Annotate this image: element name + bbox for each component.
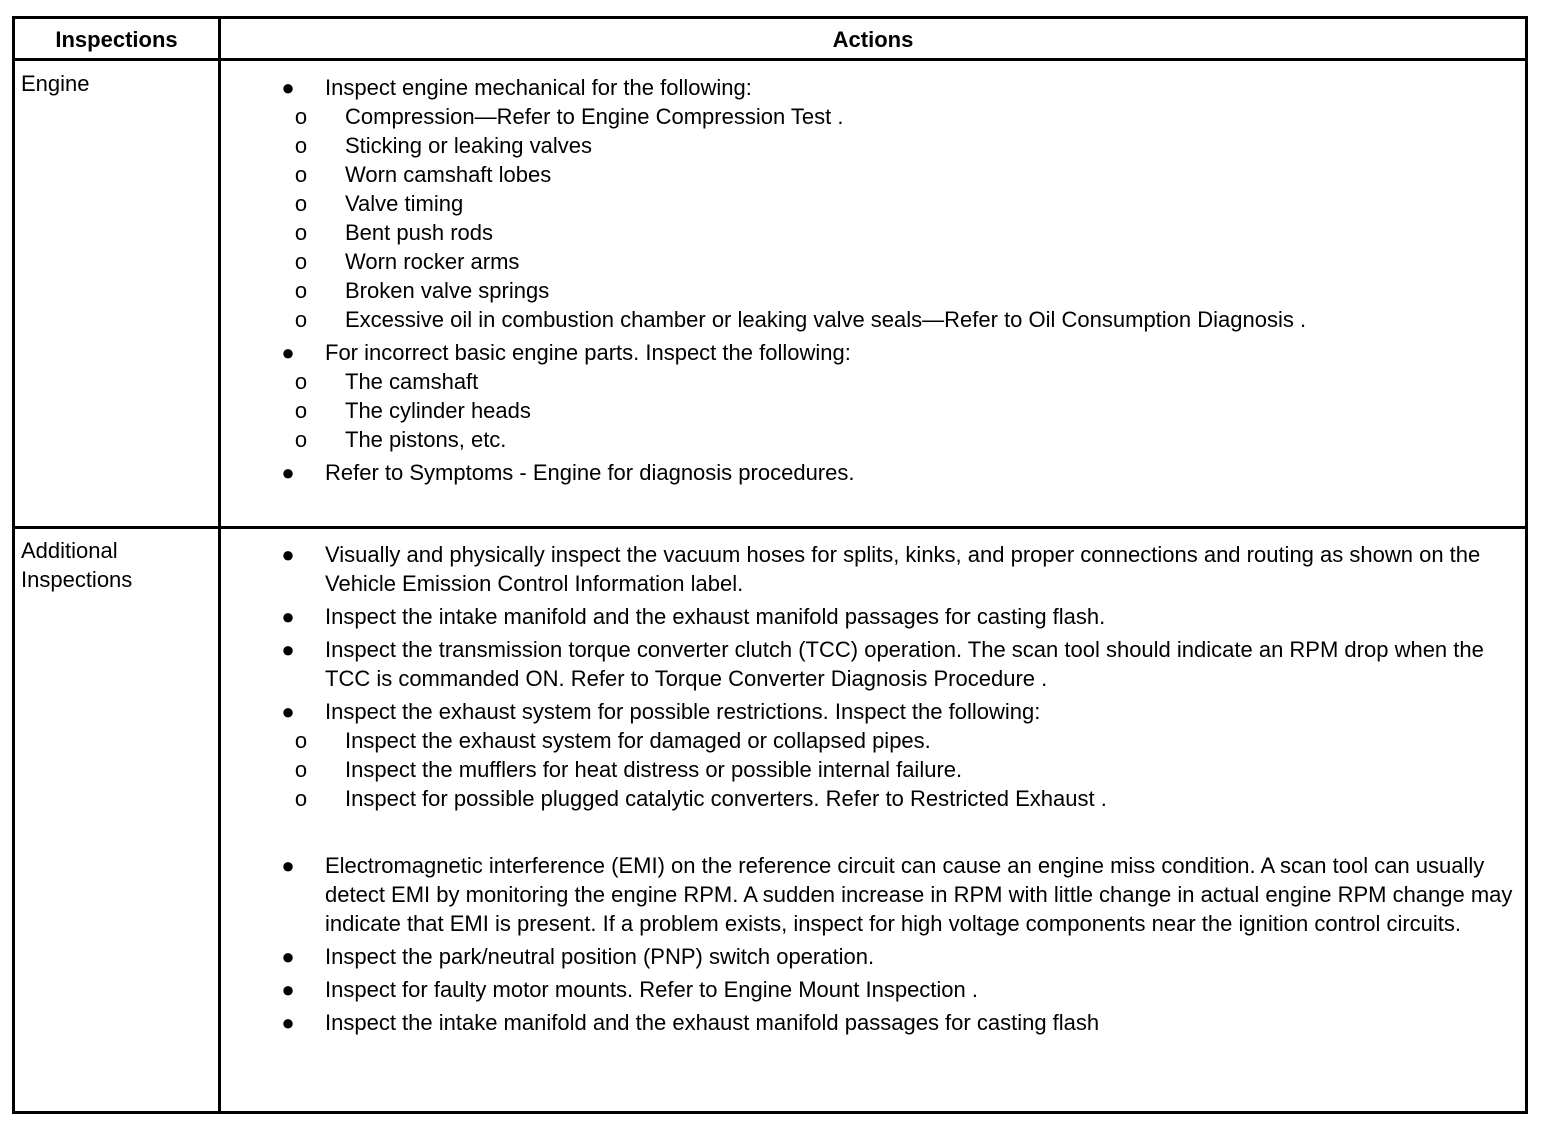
category-engine: Engine bbox=[21, 71, 90, 96]
inspection-table bbox=[12, 16, 1528, 1114]
bullet-icon: ● bbox=[281, 637, 295, 662]
sub-bullet-icon: o bbox=[294, 786, 308, 811]
sub-item-text: Worn camshaft lobes bbox=[345, 162, 552, 187]
sub-list-item bbox=[245, 218, 1523, 247]
sub-item-text: The pistons, etc. bbox=[345, 427, 507, 452]
sub-list-item bbox=[245, 276, 1523, 305]
item-text: Inspect the park/neutral position (PNP) switch operation. bbox=[325, 944, 875, 969]
sub-list-item bbox=[245, 160, 1523, 189]
category-additional-inspections: Additional Inspections bbox=[21, 538, 133, 592]
list-item bbox=[245, 851, 1523, 938]
sub-bullet-icon: o bbox=[294, 728, 308, 753]
sub-item-text: The cylinder heads bbox=[345, 398, 531, 423]
sub-item-text: Bent push rods bbox=[345, 220, 493, 245]
sub-list-item bbox=[245, 247, 1523, 276]
bullet-icon: ● bbox=[281, 75, 295, 100]
sub-item-text: Valve timing bbox=[345, 191, 464, 216]
sub-list-item bbox=[245, 189, 1523, 218]
header-actions: Actions bbox=[832, 27, 914, 52]
list-item bbox=[245, 602, 1523, 631]
additional-actions bbox=[245, 540, 1523, 1041]
row-divider bbox=[15, 526, 1525, 529]
item-text: For incorrect basic engine parts. Inspect the following: bbox=[325, 340, 851, 365]
bullet-icon: ● bbox=[281, 699, 295, 724]
sub-bullet-icon: o bbox=[294, 307, 308, 332]
sub-bullet-icon: o bbox=[294, 278, 308, 303]
bullet-icon: ● bbox=[281, 944, 295, 969]
sub-list-item bbox=[245, 396, 1523, 425]
sub-list-item bbox=[245, 131, 1523, 160]
sub-list-item bbox=[245, 726, 1523, 755]
bullet-icon: ● bbox=[281, 977, 295, 1002]
sub-bullet-icon: o bbox=[294, 427, 308, 452]
sub-list-item bbox=[245, 305, 1523, 334]
list-item bbox=[245, 458, 1523, 487]
sub-bullet-icon: o bbox=[294, 162, 308, 187]
sub-bullet-icon: o bbox=[294, 133, 308, 158]
sub-item-text: Broken valve springs bbox=[345, 278, 550, 303]
bullet-icon: ● bbox=[281, 460, 295, 485]
sub-bullet-icon: o bbox=[294, 104, 308, 129]
sub-bullet-icon: o bbox=[294, 757, 308, 782]
list-item bbox=[245, 540, 1523, 598]
sub-item-text: Inspect the exhaust system for damaged or collapsed pipes. bbox=[345, 728, 931, 753]
sub-item-text: Inspect the mufflers for heat distress or possible internal failure. bbox=[345, 757, 963, 782]
sub-list-item bbox=[245, 102, 1523, 131]
sub-item-text: Worn rocker arms bbox=[345, 249, 520, 274]
column-divider bbox=[218, 19, 221, 1111]
bullet-icon: ● bbox=[281, 853, 295, 878]
list-item bbox=[245, 338, 1523, 454]
header-divider bbox=[15, 58, 1525, 61]
engine-actions bbox=[245, 73, 1523, 491]
sub-bullet-icon: o bbox=[294, 398, 308, 423]
bullet-icon: ● bbox=[281, 604, 295, 629]
sub-item-text: Compression—Refer to Engine Compression Test . bbox=[345, 104, 844, 129]
sub-list-item bbox=[245, 367, 1523, 396]
bullet-icon: ● bbox=[281, 340, 295, 365]
sub-list-item bbox=[245, 755, 1523, 784]
item-text: Inspect engine mechanical for the following: bbox=[325, 75, 752, 100]
list-item bbox=[245, 942, 1523, 971]
list-item bbox=[245, 1008, 1523, 1037]
item-text: Inspect the intake manifold and the exhaust manifold passages for casting flash bbox=[325, 1010, 1100, 1035]
sub-list-item bbox=[245, 425, 1523, 454]
list-item bbox=[245, 73, 1523, 334]
sub-bullet-icon: o bbox=[294, 369, 308, 394]
sub-bullet-icon: o bbox=[294, 220, 308, 245]
bullet-icon: ● bbox=[281, 542, 295, 567]
sub-item-text: Excessive oil in combustion chamber or leaking valve seals—Refer to Oil Consumption Diagnosis . bbox=[345, 307, 1307, 332]
item-text: Inspect the intake manifold and the exhaust manifold passages for casting flash. bbox=[325, 604, 1106, 629]
item-text: Electromagnetic interference (EMI) on the reference circuit can cause an engine miss condition. A scan tool can usually detect EMI by monitoring the engine RPM. A sudden increase in RPM with little change in actual engine RPM change may indicate that EMI is present. If a problem exists, inspect for high voltage components near the ignition control circuits. bbox=[325, 853, 1513, 936]
item-text: Refer to Symptoms - Engine for diagnosis procedures. bbox=[325, 460, 855, 485]
bullet-icon: ● bbox=[281, 1010, 295, 1035]
sub-item-text: The camshaft bbox=[345, 369, 479, 394]
item-text: Inspect the exhaust system for possible restrictions. Inspect the following: bbox=[325, 699, 1041, 724]
list-item bbox=[245, 975, 1523, 1004]
item-text: Inspect the transmission torque converter clutch (TCC) operation. The scan tool should indicate an RPM drop when the TCC is commanded ON. Refer to Torque Converter Diagnosis Procedure . bbox=[325, 637, 1484, 691]
header-inspections: Inspections bbox=[55, 27, 178, 52]
list-item bbox=[245, 697, 1523, 813]
sub-bullet-icon: o bbox=[294, 249, 308, 274]
sub-list-item bbox=[245, 784, 1523, 813]
sub-item-text: Inspect for possible plugged catalytic converters. Refer to Restricted Exhaust . bbox=[345, 786, 1107, 811]
item-text: Visually and physically inspect the vacuum hoses for splits, kinks, and proper connections and routing as shown on the Vehicle Emission Control Information label. bbox=[325, 542, 1481, 596]
sub-bullet-icon: o bbox=[294, 191, 308, 216]
sub-item-text: Sticking or leaking valves bbox=[345, 133, 593, 158]
item-text: Inspect for faulty motor mounts. Refer to Engine Mount Inspection . bbox=[325, 977, 978, 1002]
list-item bbox=[245, 635, 1523, 693]
